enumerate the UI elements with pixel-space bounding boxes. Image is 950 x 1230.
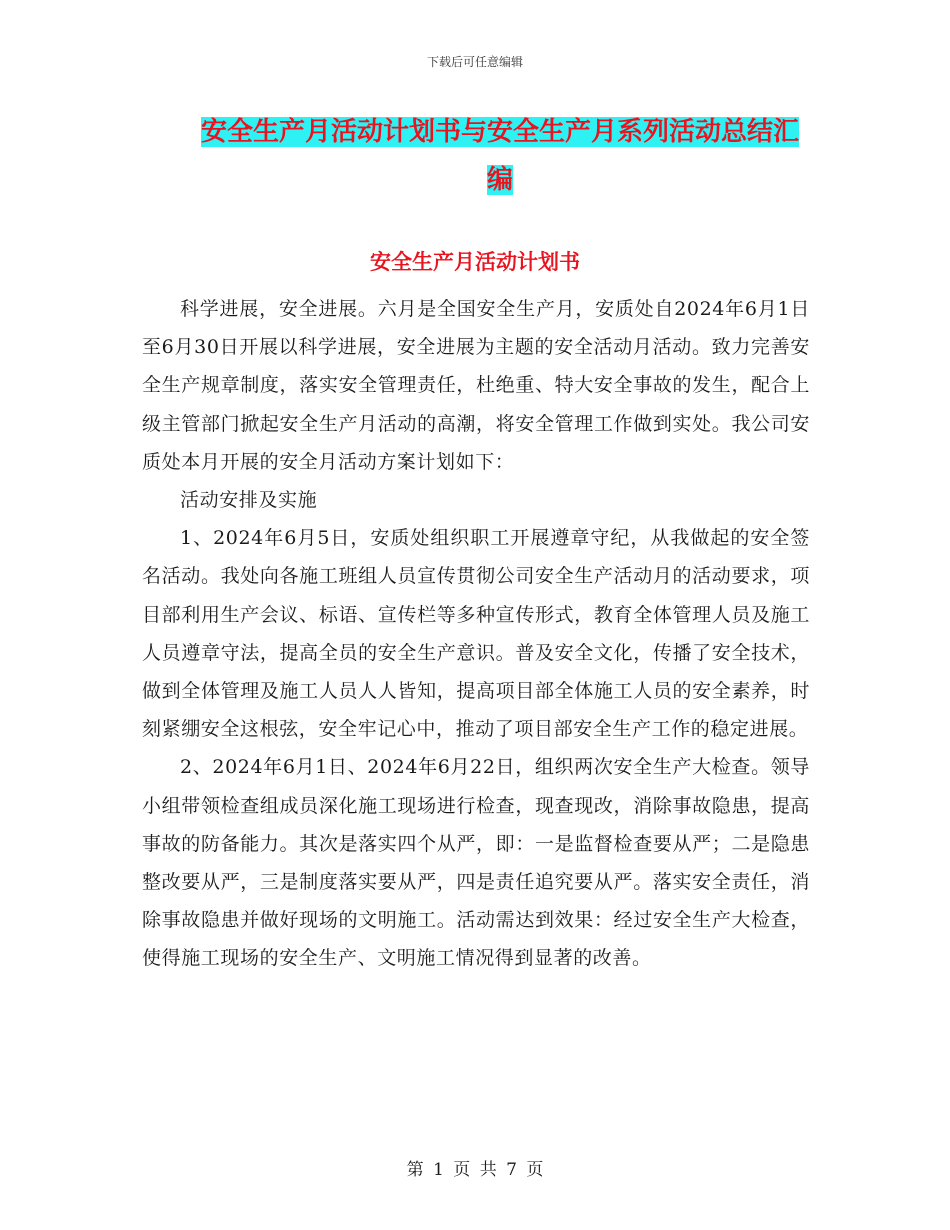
document-body (142, 290, 810, 978)
paragraph-intro: 科学进展，安全进展。六月是全国安全生产月，安质处自2024年6月1日至6月30日开展以科学进展，安全进展为主题的安全活动月活动。致力完善安全生产规章制度，落实安全管理责任，杜绝重、特大安全事故的发生，配合上级主管部门掀起安全生产月活动的高潮，将安全管理工作做到实处。我公司安质处本月开展的安全月活动方案计划如下： (142, 298, 810, 473)
paragraph-subheading: 活动安排及实施 (180, 489, 318, 512)
paragraph-item-2: 2、2024年6月1日、2024年6月22日，组织两次安全生产大检查。领导小组带领检查组成员深化施工现场进行检查，现查现改，消除事故隐患，提高事故的防备能力。其次是落实四个从严，即：一是监督检查要从严；二是隐患整改要从严，三是制度落实要从严，四是责任追究要从严。落实安全责任，消除事故隐患并做好现场的文明施工。活动需达到效果：经过安全生产大检查，使得施工现场的安全生产、文明施工情况得到显著的改善。 (142, 756, 810, 970)
page-number: 第 1 页 共 7 页 (406, 1160, 544, 1180)
document-title-line-1: 安全生产月活动计划书与安全生产月系列活动总结汇 (200, 117, 799, 147)
section-title: 安全生产月活动计划书 (370, 250, 580, 274)
header-note: 下载后可任意编辑 (426, 55, 523, 69)
document-title-line-2: 编 (486, 165, 513, 195)
document-title (190, 108, 810, 204)
paragraph-item-1: 1、2024年6月5日，安质处组织职工开展遵章守纪，从我做起的安全签名活动。我处向各施工班组人员宣传贯彻公司安全生产活动月的活动要求，项目部利用生产会议、标语、宣传栏等多种宣传形式，教育全体管理人员及施工人员遵章守法，提高全员的安全生产意识。普及安全文化，传播了安全技术，做到全体管理及施工人员人人皆知，提高项目部全体施工人员的安全素养，时刻紧绷安全这根弦，安全牢记心中，推动了项目部安全生产工作的稳定进展。 (142, 527, 810, 741)
